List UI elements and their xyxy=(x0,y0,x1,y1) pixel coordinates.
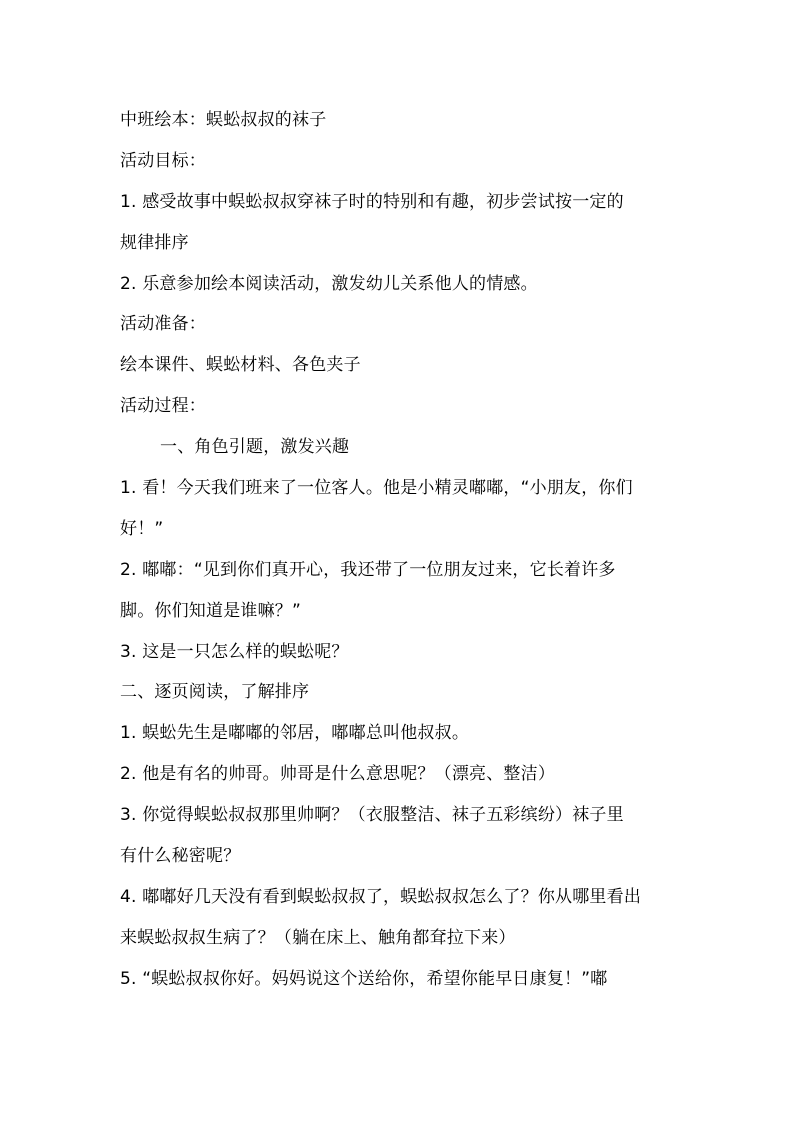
text-line: 规律排序 xyxy=(120,232,189,253)
text-line: 1. 蜈蚣先生是嘟嘟的邻居，嘟嘟总叫他叔叔。 xyxy=(120,723,470,744)
text-line: 1. 感受故事中蜈蚣叔叔穿袜子时的特别和有趣，初步尝试按一定的 xyxy=(120,191,624,212)
text-line: 活动准备： xyxy=(120,314,206,335)
text-line: 3. 你觉得蜈蚣叔叔那里帅啊？（衣服整洁、袜子五彩缤纷）袜子里 xyxy=(120,805,624,826)
text-line: 活动过程： xyxy=(120,396,206,417)
document-body xyxy=(120,100,680,1000)
text-line: 有什么秘密呢？ xyxy=(120,846,241,867)
text-line: 绘本课件、蜈蚣材料、各色夹子 xyxy=(120,355,361,376)
text-line: 3. 这是一只怎么样的蜈蚣呢？ xyxy=(120,641,349,662)
text-line: 2. 乐意参加绘本阅读活动，激发幼儿关系他人的情感。 xyxy=(120,273,538,294)
text-line: 4. 嘟嘟好几天没有看到蜈蚣叔叔了，蜈蚣叔叔怎么了？你从哪里看出 xyxy=(120,886,642,907)
text-line: 2. 他是有名的帅哥。帅哥是什么意思呢？（漂亮、整洁） xyxy=(120,764,556,785)
text-line: 脚。你们知道是谁嘛？” xyxy=(120,600,302,621)
text-line: 5. “蜈蚣叔叔你好。妈妈说这个送给你，希望你能早日康复！”嘟 xyxy=(120,968,608,989)
text-line: 2. 嘟嘟：“见到你们真开心，我还带了一位朋友过来，它长着许多 xyxy=(120,559,616,580)
text-line: 活动目标： xyxy=(120,150,206,171)
text-line: 一、角色引题，激发兴趣 xyxy=(160,437,350,458)
text-line: 二、逐页阅读，了解排序 xyxy=(120,682,310,703)
text-line: 好！” xyxy=(120,518,164,539)
text-line: 中班绘本：蜈蚣叔叔的袜子 xyxy=(120,110,327,130)
text-line: 1. 看！今天我们班来了一位客人。他是小精灵嘟嘟，“小朋友，你们 xyxy=(120,478,633,499)
text-line: 来蜈蚣叔叔生病了？（躺在床上、触角都耷拉下来） xyxy=(120,927,516,948)
